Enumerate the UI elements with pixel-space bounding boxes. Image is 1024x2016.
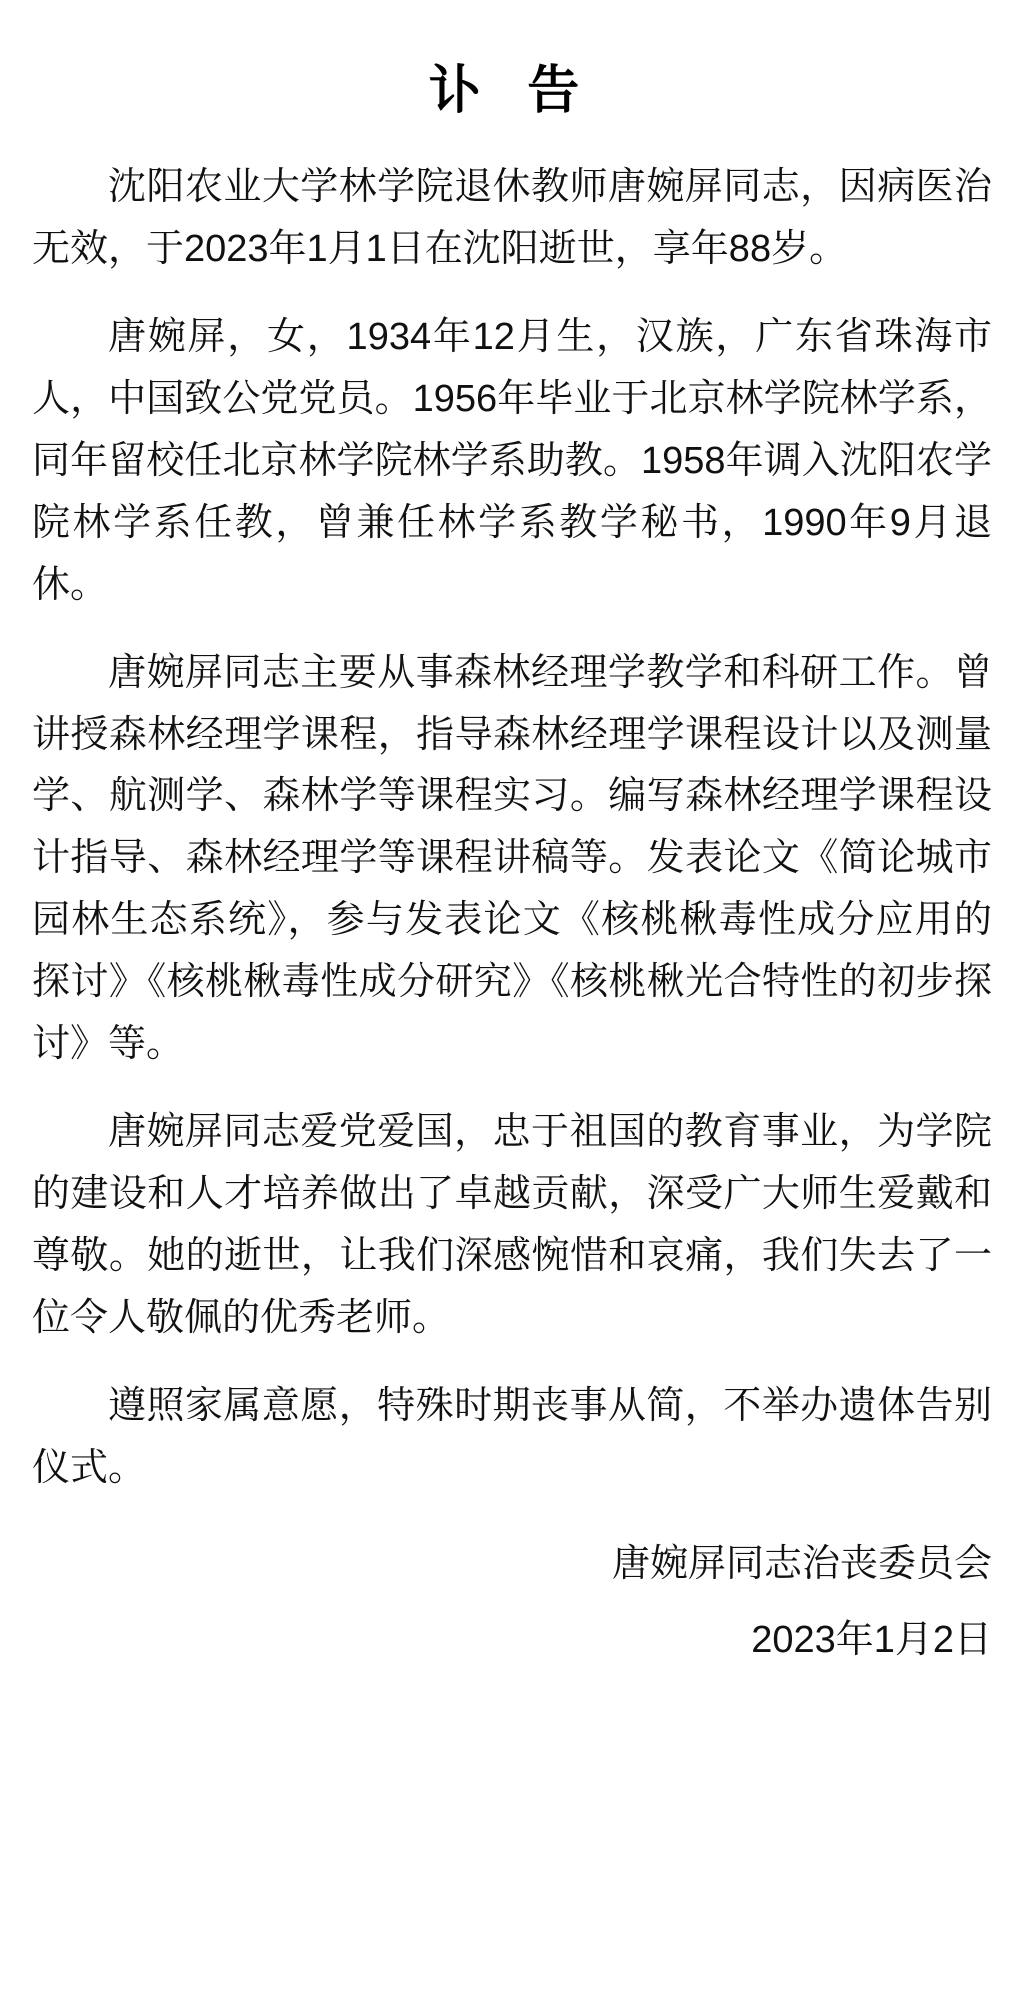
signature-date: 2023年1月2日 (751, 1618, 992, 1661)
paragraph-biography: 唐婉屏，女，1934年12月生，汉族，广东省珠海市人，中国致公党党员。1956年毕业于北京林学院林学系，同年留校任北京林学院林学系助教。1958年调入沈阳农学院林学系任教，曾兼任林学系教学秘书，1990年9月退休。 (32, 315, 992, 606)
page-title: 讣 告 (428, 62, 596, 120)
paragraph-career: 唐婉屏同志主要从事森林经理学教学和科研工作。曾讲授森林经理学课程，指导森林经理学课程设计以及测量学、航测学、森林学等课程实习。编写森林经理学课程设计指导、森林经理学等课程讲稿等。发表论文《简论城市园林生态系统》，参与发表论文《核桃楸毒性成分应用的探讨》《核桃楸毒性成分研究》《核桃楸光合特性的初步探讨》等。 (32, 651, 992, 1066)
paragraph-funeral-arrangements: 遵照家属意愿，特殊时期丧事从简，不举办遗体告别仪式。 (32, 1384, 992, 1489)
paragraph-tribute: 唐婉屏同志爱党爱国，忠于祖国的教育事业，为学院的建设和人才培养做出了卓越贡献，深受广大师生爱戴和尊敬。她的逝世，让我们深感惋惜和哀痛，我们失去了一位令人敬佩的优秀老师。 (32, 1111, 992, 1339)
paragraph-death-notice: 沈阳农业大学林学院退休教师唐婉屏同志，因病医治无效，于2023年1月1日在沈阳逝世，享年88岁。 (32, 166, 992, 270)
signature-committee: 唐婉屏同志治丧委员会 (611, 1542, 992, 1585)
